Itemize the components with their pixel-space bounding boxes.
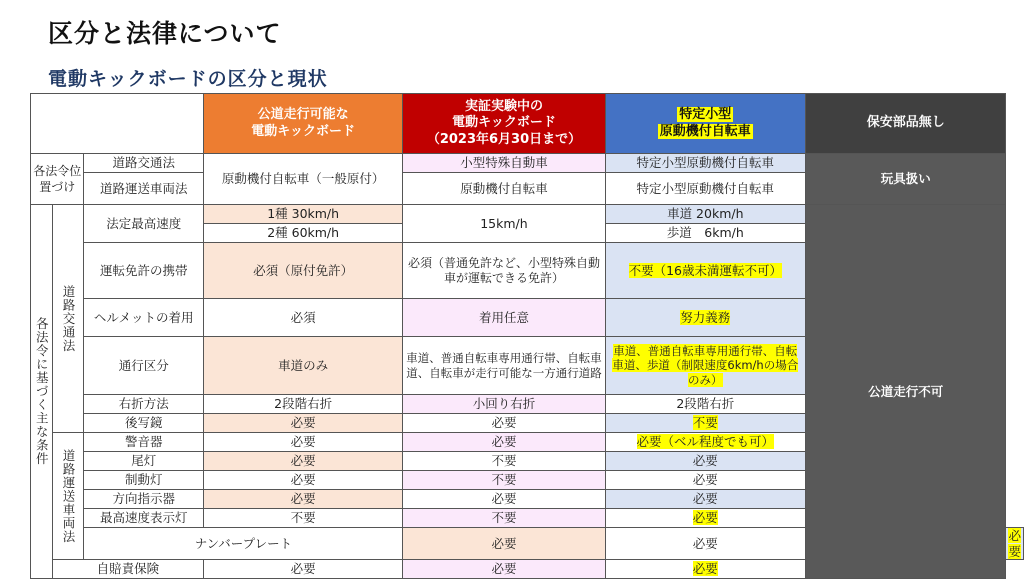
cell-speedlamp-c3: 必要: [605, 509, 805, 528]
cell-indicator-c1: 必要: [203, 490, 402, 509]
page-subtitle: 電動キックボードの区分と現状: [48, 68, 328, 90]
cell-helmet-c2: 着用任意: [403, 299, 605, 337]
cell-horn-c3: 必要（ベル程度でも可）: [605, 433, 805, 452]
cell-plate-c3: 必要: [1006, 528, 1024, 560]
cell-turn-c3: 2段階右折: [605, 395, 805, 414]
row-label-turn: 右折方法: [84, 395, 203, 414]
row-label-indicator: 方向指示器: [84, 490, 203, 509]
row-label-horn: 警音器: [84, 433, 203, 452]
cell-plate-c2: 必要: [605, 528, 805, 560]
cell-mirror-c3: 不要: [605, 414, 805, 433]
cell-indicator-c3: 必要: [605, 490, 805, 509]
cell-mirror-c1: 必要: [203, 414, 402, 433]
group-law-position: 各法令位置づけ: [31, 154, 84, 205]
cell-speed-c2: 15km/h: [403, 205, 605, 243]
cell-law-c1: 原動機付自転車（一般原付）: [203, 154, 402, 205]
cell-law-vehicle-c2: 原動機付自転車: [403, 173, 605, 205]
cell-insurance-c3: 必要: [605, 560, 805, 579]
cell-lane-c2: 車道、普通自転車専用通行帯、自転車道、自転車が走行可能な一方通行道路: [403, 337, 605, 395]
cell-speed-c3a: 車道 20km/h: [605, 205, 805, 224]
cell-law-traffic-c2: 小型特殊自動車: [403, 154, 605, 173]
row-label-insurance: 自賠責保険: [52, 560, 203, 579]
cell-brakelight-c1: 必要: [203, 471, 402, 490]
cell-law-vehicle-c3: 特定小型原動機付自転車: [605, 173, 805, 205]
cell-turn-c1: 2段階右折: [203, 395, 402, 414]
cell-speed-c3b: 歩道 6km/h: [605, 224, 805, 243]
cell-brakelight-c3: 必要: [605, 471, 805, 490]
cell-speed-c1b: 2種 60km/h: [203, 224, 402, 243]
cell-horn-c2: 必要: [403, 433, 605, 452]
row-label-brakelight: 制動灯: [84, 471, 203, 490]
row-label-speed: 法定最高速度: [84, 205, 203, 243]
header-no-safety-parts: 保安部品無し: [805, 94, 1006, 154]
cell-insurance-c2: 必要: [403, 560, 605, 579]
cell-lane-c3: 車道、普通自転車専用通行帯、自転車道、歩道（制限速度6km/hの場合のみ）: [605, 337, 805, 395]
row-label-lane: 通行区分: [84, 337, 203, 395]
subgroup-road-traffic-law: 道路交通法: [52, 205, 84, 433]
group-conditions: 各法令に基づく主な条件: [31, 205, 53, 579]
cell-lane-c1: 車道のみ: [203, 337, 402, 395]
header-specified-small-moped: 特定小型 原動機付自転車: [605, 94, 805, 154]
row-label-speedlamp: 最高速度表示灯: [84, 509, 203, 528]
header-public-road-kickboard: 公道走行可能な 電動キックボード: [203, 94, 402, 154]
row-label-road-traffic-law: 道路交通法: [84, 154, 203, 173]
cell-license-c3: 不要（16歳未満運転不可）: [605, 243, 805, 299]
cell-turn-c2: 小回り右折: [403, 395, 605, 414]
cell-mirror-c2: 必要: [403, 414, 605, 433]
cell-speed-c1a: 1種 30km/h: [203, 205, 402, 224]
cell-law-traffic-c3: 特定小型原動機付自転車: [605, 154, 805, 173]
cell-license-c2: 必須（普通免許など、小型特殊自動車が運転できる免許）: [403, 243, 605, 299]
comparison-table: [30, 93, 1024, 579]
cell-taillight-c1: 必要: [203, 452, 402, 471]
cell-toy-treatment: 玩具扱い: [805, 154, 1006, 205]
row-label-plate: ナンバープレート: [84, 528, 403, 560]
cell-taillight-c2: 不要: [403, 452, 605, 471]
row-label-helmet: ヘルメットの着用: [84, 299, 203, 337]
row-label-vehicle-act: 道路運送車両法: [84, 173, 203, 205]
cell-license-c1: 必須（原付免許）: [203, 243, 402, 299]
cell-taillight-c3: 必要: [605, 452, 805, 471]
cell-no-public-road: 公道走行不可: [805, 205, 1006, 579]
cell-brakelight-c2: 不要: [403, 471, 605, 490]
row-label-taillight: 尾灯: [84, 452, 203, 471]
header-corner: [31, 94, 204, 154]
header-experimental-kickboard: 実証実験中の 電動キックボード （2023年6月30日まで）: [403, 94, 605, 154]
cell-speedlamp-c2: 不要: [403, 509, 605, 528]
cell-insurance-c1: 必要: [203, 560, 402, 579]
row-label-license: 運転免許の携帯: [84, 243, 203, 299]
cell-helmet-c1: 必須: [203, 299, 402, 337]
cell-indicator-c2: 必要: [403, 490, 605, 509]
subgroup-vehicle-act: 道路運送車両法: [52, 433, 84, 560]
page-title: 区分と法律について: [48, 19, 282, 48]
cell-helmet-c3: 努力義務: [605, 299, 805, 337]
row-label-mirror: 後写鏡: [84, 414, 203, 433]
cell-speedlamp-c1: 不要: [203, 509, 402, 528]
cell-plate-c1: 必要: [403, 528, 605, 560]
cell-horn-c1: 必要: [203, 433, 402, 452]
